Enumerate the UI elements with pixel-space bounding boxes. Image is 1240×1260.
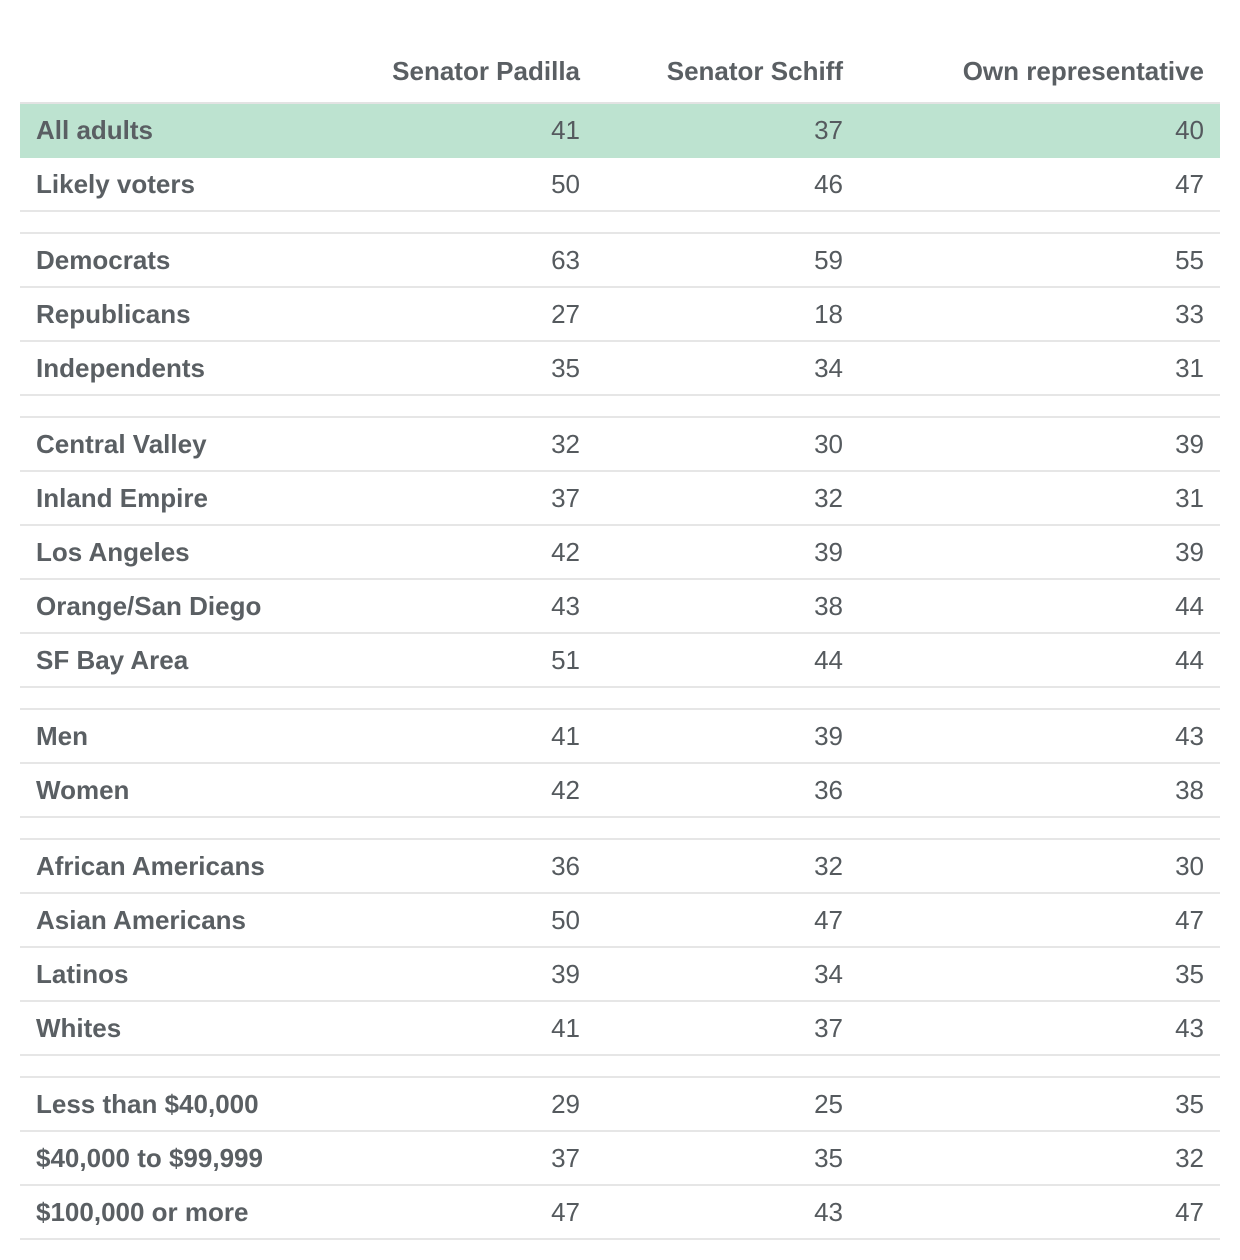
row-value: 29: [551, 1088, 580, 1119]
header-senator-padilla: Senator Padilla: [392, 55, 580, 86]
row-value: 34: [814, 958, 843, 989]
row-value: 35: [551, 352, 580, 383]
row-value: 47: [1175, 904, 1204, 935]
table-row: [20, 104, 1220, 158]
row-value: 41: [551, 1012, 580, 1043]
table-body: [20, 104, 1220, 1240]
table-row: [20, 1002, 1220, 1056]
table-row: [20, 894, 1220, 948]
row-value: 51: [551, 644, 580, 675]
table-header: [20, 40, 1220, 104]
row-label: Latinos: [36, 958, 129, 989]
row-value: 32: [1175, 1142, 1204, 1173]
group-separator: [20, 212, 1220, 234]
header-own-representative: Own representative: [962, 55, 1204, 86]
row-value: 32: [551, 428, 580, 459]
row-label: Whites: [36, 1012, 122, 1043]
row-value: 38: [1175, 774, 1204, 805]
row-value: 42: [551, 536, 580, 567]
row-label: Inland Empire: [36, 482, 208, 513]
row-value: 37: [814, 114, 843, 145]
row-value: 47: [551, 1196, 580, 1227]
row-value: 46: [814, 168, 843, 199]
row-value: 50: [551, 904, 580, 935]
row-value: 37: [551, 1142, 580, 1173]
row-value: 32: [814, 482, 843, 513]
table-row: [20, 764, 1220, 818]
group-separator: [20, 688, 1220, 710]
row-label: Less than $40,000: [36, 1088, 259, 1119]
row-label: Men: [36, 720, 88, 751]
row-label: African Americans: [36, 850, 265, 881]
row-value: 39: [1175, 428, 1204, 459]
table-row: [20, 948, 1220, 1002]
table-row: [20, 710, 1220, 764]
row-value: 37: [814, 1012, 843, 1043]
row-label: All adults: [36, 114, 154, 145]
row-value: 43: [1175, 1012, 1204, 1043]
row-value: 47: [814, 904, 843, 935]
row-value: 36: [551, 850, 580, 881]
row-value: 39: [814, 536, 843, 567]
group-separator: [20, 818, 1220, 840]
row-label: Democrats: [36, 244, 171, 275]
row-value: 43: [551, 590, 580, 621]
table-row: [20, 840, 1220, 894]
row-value: 37: [551, 482, 580, 513]
row-value: 34: [814, 352, 843, 383]
row-value: 31: [1175, 482, 1204, 513]
row-label: Central Valley: [36, 428, 207, 459]
row-label: Republicans: [36, 298, 191, 329]
table-row: [20, 526, 1220, 580]
row-label: $100,000 or more: [36, 1196, 249, 1227]
row-value: 55: [1175, 244, 1204, 275]
row-value: 38: [814, 590, 843, 621]
row-value: 30: [814, 428, 843, 459]
row-value: 33: [1175, 298, 1204, 329]
row-value: 40: [1175, 114, 1204, 145]
row-value: 41: [551, 720, 580, 751]
row-label: Orange/San Diego: [36, 590, 262, 621]
table-row: [20, 1186, 1220, 1240]
row-value: 32: [814, 850, 843, 881]
row-value: 47: [1175, 1196, 1204, 1227]
row-label: Independents: [36, 352, 206, 383]
row-value: 18: [814, 298, 843, 329]
row-value: 39: [814, 720, 843, 751]
row-label: Asian Americans: [36, 904, 247, 935]
row-value: 43: [814, 1196, 843, 1227]
approval-table: [20, 40, 1220, 1240]
row-label: SF Bay Area: [36, 644, 189, 675]
row-value: 35: [1175, 1088, 1204, 1119]
row-value: 35: [814, 1142, 843, 1173]
table-row: [20, 580, 1220, 634]
table-row: [20, 234, 1220, 288]
row-value: 31: [1175, 352, 1204, 383]
row-value: 44: [814, 644, 843, 675]
header-senator-schiff: Senator Schiff: [666, 55, 843, 86]
row-value: 30: [1175, 850, 1204, 881]
row-value: 44: [1175, 644, 1204, 675]
row-value: 43: [1175, 720, 1204, 751]
table-row: [20, 342, 1220, 396]
row-value: 59: [814, 244, 843, 275]
row-value: 50: [551, 168, 580, 199]
row-label: Likely voters: [36, 168, 195, 199]
table-row: [20, 158, 1220, 212]
table-row: [20, 418, 1220, 472]
row-label: Los Angeles: [36, 536, 190, 567]
row-label: $40,000 to $99,999: [36, 1142, 263, 1173]
row-value: 44: [1175, 590, 1204, 621]
table-row: [20, 288, 1220, 342]
group-separator: [20, 1056, 1220, 1078]
row-value: 36: [814, 774, 843, 805]
group-separator: [20, 396, 1220, 418]
row-value: 41: [551, 114, 580, 145]
row-value: 27: [551, 298, 580, 329]
row-value: 47: [1175, 168, 1204, 199]
row-value: 39: [551, 958, 580, 989]
row-label: Women: [36, 774, 130, 805]
table-row: [20, 1078, 1220, 1132]
table-row: [20, 1132, 1220, 1186]
row-value: 39: [1175, 536, 1204, 567]
row-value: 35: [1175, 958, 1204, 989]
table-row: [20, 634, 1220, 688]
row-value: 63: [551, 244, 580, 275]
row-value: 25: [814, 1088, 843, 1119]
row-value: 42: [551, 774, 580, 805]
table-row: [20, 472, 1220, 526]
